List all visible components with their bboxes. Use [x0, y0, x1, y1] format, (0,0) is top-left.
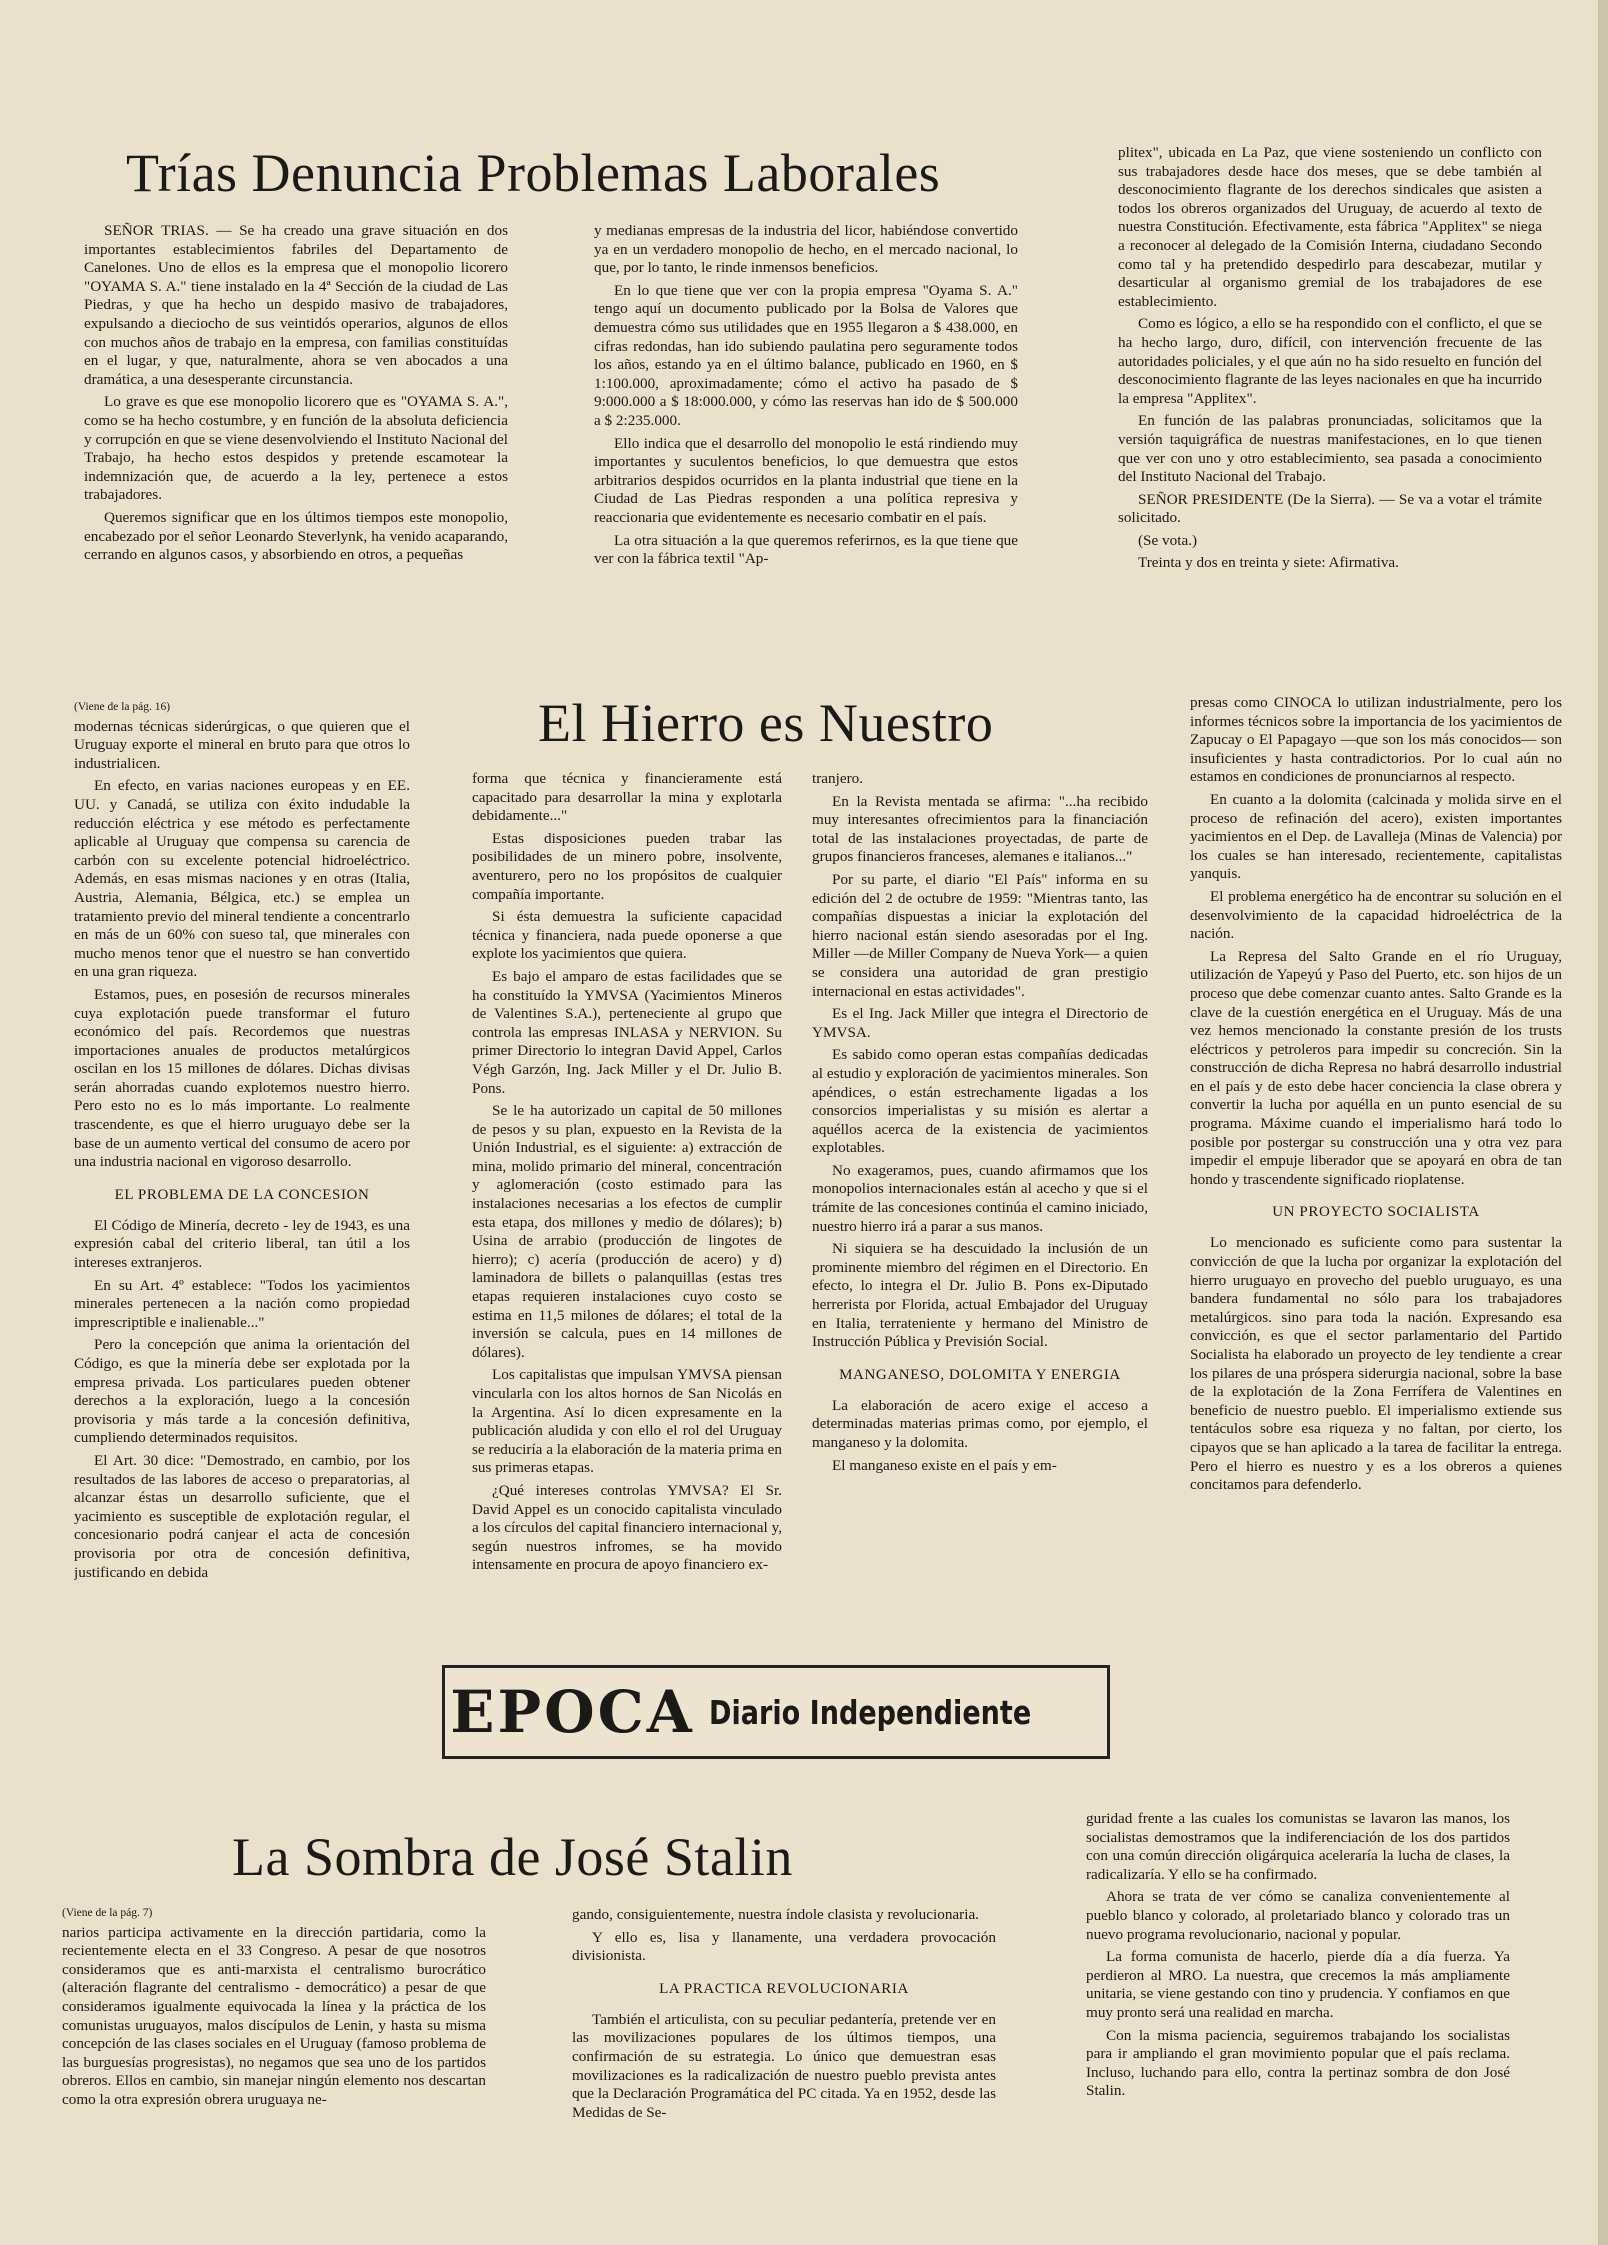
hierro-column-3	[812, 770, 1148, 1650]
stalin-column-1	[62, 1904, 486, 2230]
stalin-paragraph: narios participa activamente en la dirección partidaria, como la recientemente electa en el 33 Congreso. A pesar de que nosotros consideramos que es anti-marxista el centralismo burocrático (alteración flagrante del centralismo - democrático) a pesar de que consideramos igualmente equivocada la línea y la práctica de los comunistas uruguayos, malos discípulos de Lenin, y hasta su misma concepción de las clases sociales en el Uruguay (famoso problema de las burguesías progresistas), no negamos que sea uno de los partidos obreros. Ellos en cambio, sin manejar ningún elemento nos descartan como la otra expresión obrera uruguaya ne-	[62, 1923, 486, 2108]
trias-column-2	[594, 222, 1018, 658]
trias-headline: Trías Denuncia Problemas Laborales	[126, 143, 941, 203]
trias-paragraph: y medianas empresas de la industria del licor, habiéndose convertido ya en un verdadero monopolio de hecho, en el mercado nacional, lo que, por lo tanto, le rinde inmensos beneficios.	[594, 222, 1018, 277]
stalin-paragraph: Ahora se trata de ver cómo se canaliza convenientemente al pueblo blanco y colorado, al proletariado blanco y colorado tras un nuevo programa revolucionario, nacional y popular.	[1086, 1888, 1510, 1943]
trias-paragraph: SEÑOR TRIAS. — Se ha creado una grave situación en dos importantes establecimientos fabriles del Departamento de Canelones. Uno de ellos es la empresa que el monopolio licorero "OYAMA S. A." tiene instalado en la 4ª Sección de la ciudad de Las Piedras, y que ha hecho un despido masivo de trabajadores, expulsando a dieciocho de sus veintidós operarios, algunos de ellos con muchos años de trabajo en la empresa, con familias constituídas en el lugar, y que, naturalmente, ahora se ven abocados a una dramática, a una desesperante circunstancia.	[84, 222, 508, 388]
stalin-paragraph: Con la misma paciencia, seguiremos trabajando los socialistas para ir ampliando el gran movimiento popular que el país reclama. Incluso, luchando para ello, contra la pertinaz sombra de don José Stalin.	[1086, 2026, 1510, 2100]
continuation-note: (Viene de la pág. 16)	[74, 701, 171, 713]
stalin-column-2	[572, 1906, 996, 2226]
epoca-ad-box	[442, 1665, 1110, 1759]
hierro-paragraph: El problema energético ha de encontrar su solución en el desenvolvimiento de la capacidad hidroeléctrica de la nación.	[1190, 887, 1562, 943]
stalin-paragraph: Y ello es, lisa y llanamente, una verdadera provocación divisionista.	[572, 1928, 996, 1965]
hierro-paragraph: Es bajo el amparo de estas facilidades que se ha constituído la YMVSA (Yacimientos Mineros de Valentines S.A.), perteneciente al grupo que controla las empresas INLASA y NERVION. Su primer Directorio lo integran David Appel, Carlos Végh Garzón, Ing. Jack Miller y el Dr. Julio B. Pons.	[472, 967, 782, 1097]
hierro-paragraph: Si ésta demuestra la suficiente capacidad técnica y financiera, nada puede oponerse a que explote los yacimientos que quiera.	[472, 908, 782, 963]
continuation-note: (Viene de la pág. 7)	[62, 1907, 153, 1919]
hierro-paragraph: La Represa del Salto Grande en el río Uruguay, utilización de Yapeyú y Paso del Puerto, etc. son hijos de un proceso que debe comenzar cuanto antes. Salto Grande es la clave de la cuestión energética en el Uruguay. Más de una vez hemos mencionado la constante presión de los trusts eléctricos y petroleros para impedir su concreción. Sin la construcción de dicha Represa no habrá desarrollo industrial en el país y de esto debe hacer conciencia la clase obrera y convertir la lucha por aquélla en un punto esencial de su programa. Máxime cuando el imperialismo hará todo lo posible por postergar su construcción una y otra vez para impedir el empuje liberador que se apoyará en obra de tan hondo y trascendente significado rioplatense.	[1190, 947, 1562, 1188]
trias-paragraph: Treinta y dos en treinta y siete: Afirmativa.	[1138, 554, 1399, 572]
stalin-paragraph: guridad frente a las cuales los comunistas se lavaron las manos, los socialistas demostramos que la indiferenciación de los dos partidos con una común dirección oligárquica aceleraría la lucha de clases, la radicalizaría. Y ello se ha confirmado.	[1086, 1810, 1510, 1883]
hierro-column-2	[472, 770, 782, 1650]
trias-paragraph: (Se vota.)	[1138, 531, 1198, 549]
trias-paragraph: Como es lógico, a ello se ha respondido con el conflicto, el que se ha hecho largo, duro, difícil, con intervención frecuente de las autoridades policiales, y el que aún no ha sido resuelto en función del desconocimiento flagrante de las leyes nacionales en que ha incurrido la empresa "Applitex".	[1118, 315, 1542, 407]
hierro-paragraph: Ni siquiera se ha descuidado la inclusión de un prominente miembro del régimen en el Directorio. En efecto, lo integra el Dr. Julio B. Pons ex-Diputado herrerista por Florida, actual Embajador del Uruguay en Italia, terrateniente y hermano del Ministro de Instrucción Pública y Previsión Social.	[812, 1240, 1148, 1351]
trias-paragraph: plitex", ubicada en La Paz, que viene sosteniendo un conflicto con sus trabajadores desde hace dos meses, que se debe también al desconocimiento flagrante de los derechos sindicales que asisten a todos los obreros organizados del Uruguay, de acuerdo al texto de nuestra Constitución. Efectivamente, esta fábrica "Applitex" se niega a reconocer al delegado de la Comisión Interna, ciudadano Secondo como tal y ha pretendido despedirlo para descabezar, mutilar y desarticular al organismo gremial de los trabajadores de ese establecimiento.	[1118, 144, 1542, 310]
hierro-paragraph: Se le ha autorizado un capital de 50 millones de pesos y su plan, expuesto en la Revista de la Unión Industrial, es el siguiente: a) extracción de mina, molido primario del mineral, concentración y aglomeración (costo estimado para las instalaciones necesarias a los efectos de cumplir esta etapa, dos millones y medio de dólares); b) Usina de arrabio (producción de lingotes de hierro); c) acería (producción de acero) y d) laminadora de billets o palanquillas (estas tres etapas requieren instalaciones cuyo costo se estima en 11,5 milones de dólares; el total de la inversión se calcula, pues en 14 millones de dólares).	[472, 1102, 782, 1361]
hierro-column-4	[1190, 694, 1562, 1784]
stalin-paragraph: También el articulista, con su peculiar pedantería, pretende ver en las movilizaciones populares de los últimos tiempos, una confirmación de su estrategia. Lo único que demuestran esas movilizaciones es la radicalización de nuestro pueblo prevista antes que la Declaración Programática del PC citada. Ya en 1952, desde las Medidas de Se-	[572, 2010, 996, 2121]
hierro-paragraph: presas como CINOCA lo utilizan industrialmente, pero los informes técnicos sobre la importancia de los yacimientos de Zapucay o El Papagayo —que son los más conocidos— son insuficientes y hasta contradictorios. Por lo cual aún no estamos en condiciones de pronunciarnos al respecto.	[1190, 694, 1562, 786]
hierro-paragraph: El Art. 30 dice: "Demostrado, en cambio, por los resultados de las labores de acceso o preparatorias, al alcanzar éstas un desarrollo suficiente, que el yacimiento es susceptible de explotación regular, el concesionario podrá canjear el acta de concesión provisoria por otra de concesión definitiva, justificando en debida	[74, 1451, 410, 1581]
hierro-paragraph: Estamos, pues, en posesión de recursos minerales cuya explotación puede transformar el futuro económico del país. Recordemos que nuestras importaciones anuales de productos metalúrgicos oscilan en los 15 millones de dólares. Dichas divisas serán ahorradas cuando explotemos nuestro hierro. Pero esto no es lo más importante. Lo realmente trascendente, es que el hierro uruguayo debe ser la base de un aumento vertical del consumo de acero por una industria nacional en vigoroso desarrollo.	[74, 985, 410, 1171]
section-subhead: LA PRACTICA REVOLUCIONARIA	[659, 1980, 909, 1997]
hierro-column-1	[74, 698, 410, 1770]
hierro-paragraph: No exageramos, pues, cuando afirmamos que los monopolios internacionales están al acecho y que si el trámite de las concesiones continúa el camino iniciado, nuestro hierro irá a parar a sus manos.	[812, 1161, 1148, 1235]
hierro-paragraph: El manganeso existe en el país y em-	[832, 1456, 1057, 1474]
hierro-paragraph: ¿Qué intereses controlas YMVSA? El Sr. David Appel es un conocido capitalista vinculado a los círculos del capital financiero internacional y, según nuestros infromes, se ha movido intensamente en procura de apoyo financiero ex-	[472, 1481, 782, 1574]
trias-paragraph: Queremos significar que en los últimos tiempos este monopolio, encabezado por el señor Leonardo Steverlynk, ha venido acaparando, cerrando en algunos casos, y absorbiendo en otros, a pequeñas	[84, 508, 508, 564]
hierro-paragraph: Pero la concepción que anima la orientación del Código, es que la minería debe ser explotada por la empresa privada. Los particulares pueden obtener derechos a la exploración, luego a la concesión provisoria y más tarde a la concesión definitiva, cumpliendo determinados requisitos.	[74, 1336, 410, 1447]
trias-paragraph: En función de las palabras pronunciadas, solicitamos que la versión taquigráfica de nuestras manifestaciones, en lo que tienen que ver con uno y otro establecimiento, sea pasada a conocimiento del Instituto Nacional del Trabajo.	[1118, 412, 1542, 486]
page-edge-shadow	[1598, 0, 1608, 2245]
trias-paragraph: La otra situación a la que queremos referirnos, es la que tiene que ver con la fábrica textil "Ap-	[594, 531, 1018, 568]
hierro-paragraph: Es sabido como operan estas compañías dedicadas al estudio y exploración de yacimientos minerales. Son apéndices, o están estrechamente ligadas a los consorcios imperialistas y su misión es alertar a aquéllos acerca de la existencia de yacimientos explotables.	[812, 1046, 1148, 1157]
hierro-paragraph: En su Art. 4º establece: "Todos los yacimientos minerales pertenecen a la nación como propiedad imprescriptible e inalienable..."	[74, 1276, 410, 1331]
trias-paragraph: SEÑOR PRESIDENTE (De la Sierra). — Se va a votar el trámite solicitado.	[1118, 490, 1542, 527]
trias-column-3	[1118, 144, 1542, 658]
hierro-paragraph: Por su parte, el diario "El País" informa en su edición del 2 de octubre de 1959: "Mientras tanto, las compañías dispuestas a iniciar la explotación del hierro nacional están siendo asesoradas por el Ing. Miller —de Miller Company de Nueva York— a quien se considera una autoridad de gran prestigio internacional en estas actividades".	[812, 870, 1148, 1000]
hierro-paragraph: modernas técnicas siderúrgicas, o que quieren que el Uruguay exporte el mineral en bruto para que otros lo industrialicen.	[74, 717, 410, 772]
hierro-paragraph: Estas disposiciones pueden trabar las posibilidades de un minero pobre, insolvente, aventurero, pero no los propósitos de cualquier compañía importante.	[472, 829, 782, 903]
hierro-paragraph: Los capitalistas que impulsan YMVSA piensan vincularla con los altos hornos de San Nicolás en la Argentina. Así lo dicen expresamente en la publicación aludida y con ello el rol del Uruguay se reduciría a la elaboración de la materia prima en sus primeras etapas.	[472, 1366, 782, 1477]
hierro-paragraph: forma que técnica y financieramente está capacitado para desarrollar la mina y explotarla debidamente..."	[472, 770, 782, 825]
section-subhead: EL PROBLEMA DE LA CONCESION	[114, 1186, 370, 1203]
trias-paragraph: Ello indica que el desarrollo del monopolio le está rindiendo muy importantes y suculentos beneficios, lo que demuestra que estos arbitrarios despidos ocurridos en la planta industrial que tiene en la Ciudad de Las Piedras responden a una política represiva y reaccionaria que evidentemente es necesario combatir en el país.	[594, 434, 1018, 526]
hierro-paragraph: El Código de Minería, decreto - ley de 1943, es una expresión cabal del criterio liberal, tan útil a los intereses extranjeros.	[74, 1216, 410, 1272]
stalin-paragraph: La forma comunista de hacerlo, pierde día a día fuerza. Ya perdieron al MRO. La nuestra, que crecemos la más ampliamente unitaria, se viene gestando con tino y prudencia. Y confiamos en que muy pronto será una realidad en marcha.	[1086, 1948, 1510, 2021]
stalin-column-3	[1086, 1810, 1510, 2230]
trias-paragraph: Lo grave es que ese monopolio licorero que es "OYAMA S. A.", como se ha hecho costumbre, y en función de la absoluta deficiencia y corrupción en que se viene desenvolviendo el Instituto Nacional del Trabajo, ha hecho estos despidos y pretende escamotear la indemnización que, de acuerdo a la ley, pertenece a estos trabajadores.	[84, 393, 508, 504]
trias-column-1	[84, 222, 508, 658]
section-subhead: UN PROYECTO SOCIALISTA	[1272, 1204, 1480, 1221]
hierro-paragraph: Lo mencionado es suficiente como para sustentar la convicción de que la lucha por organizar la explotación del hierro uruguayo en provecho del pueblo uruguayo, es una bandera fundamental no sólo para los trabajadores metalúrgicos. sino para toda la nación. Expresando esa convicción, es que el sector parlamentario del Partido Socialista ha elaborado un proyecto de ley tendiente a crear los pilares de una próspera siderurgia nacional, sobre la base de la explotación de la Zona Ferrífera de Valentines en beneficio de nuestro pueblo. El imperialismo extiende sus tentáculos sobre esa riqueza y no faltan, por cierto, los cipayos que se han aplicado a la tarea de facilitar la entrega. Pero el hierro es nuestro y es a los obreros a quienes concitamos para defenderlo.	[1190, 1234, 1562, 1494]
hierro-headline: El Hierro es Nuestro	[538, 693, 994, 753]
hierro-paragraph: En la Revista mentada se afirma: "...ha recibido muy interesantes ofrecimientos para la financiación total de las instalaciones proyectadas, de parte de grupos financieros franceses, alemanes e italianos..."	[812, 792, 1148, 866]
stalin-paragraph: gando, consiguientemente, nuestra índole clasista y revolucionaria.	[572, 1906, 979, 1923]
hierro-paragraph: En efecto, en varias naciones europeas y en EE. UU. y Canadá, se utiliza con éxito indudable la reducción eléctrica y ese método es perfectamente aplicable al Uruguay que compensa su carencia de carbón con su excelente potencial hidroeléctrico. Además, en esas mismas naciones y en otras (Italia, Austria, Alemania, Bélgica, etc.) se emplea un tratamiento previo del mineral tendiente a concentrarlo en más de un 60% con sueso tal, que minerales con mucho menos tenor que el nuestro se han convertido en una gran riqueza.	[74, 777, 410, 981]
trias-paragraph: En lo que tiene que ver con la propia empresa "Oyama S. A." tengo aquí un documento publicado por la Bolsa de Valores que demuestra cómo sus utilidades que en 1955 llegaron a $ 438.000, en cifras redondas, han ido subiendo paulatina pero seguramente todos los años, estando ya en el último balance, publicado en 1960, en $ 1:100.000, aproximadamente; cómo el activo ha pasado de $ 9:000.000 a $ 18:000.000, y cómo las reservas han ido de $ 500.000 a $ 2:235.000.	[594, 281, 1018, 429]
hierro-paragraph: La elaboración de acero exige el acceso a determinadas materias primas como, por ejemplo, el manganeso y la dolomita.	[812, 1396, 1148, 1451]
stalin-headline: La Sombra de José Stalin	[232, 1827, 793, 1887]
hierro-paragraph: tranjero.	[812, 770, 864, 787]
section-subhead: MANGANESO, DOLOMITA Y ENERGIA	[839, 1366, 1121, 1383]
epoca-tagline: Diario Independiente	[708, 1692, 1031, 1732]
hierro-paragraph: Es el Ing. Jack Miller que integra el Directorio de YMVSA.	[812, 1005, 1148, 1041]
epoca-logo: EPOCA	[450, 1678, 695, 1746]
hierro-paragraph: En cuanto a la dolomita (calcinada y molida sirve en el proceso de refinación del acero), existen importantes yacimientos en el Dep. de Lavalleja (Minas de Valencia) por los cuales se han interesado, recientemente, capitalistas yanquis.	[1190, 790, 1562, 883]
